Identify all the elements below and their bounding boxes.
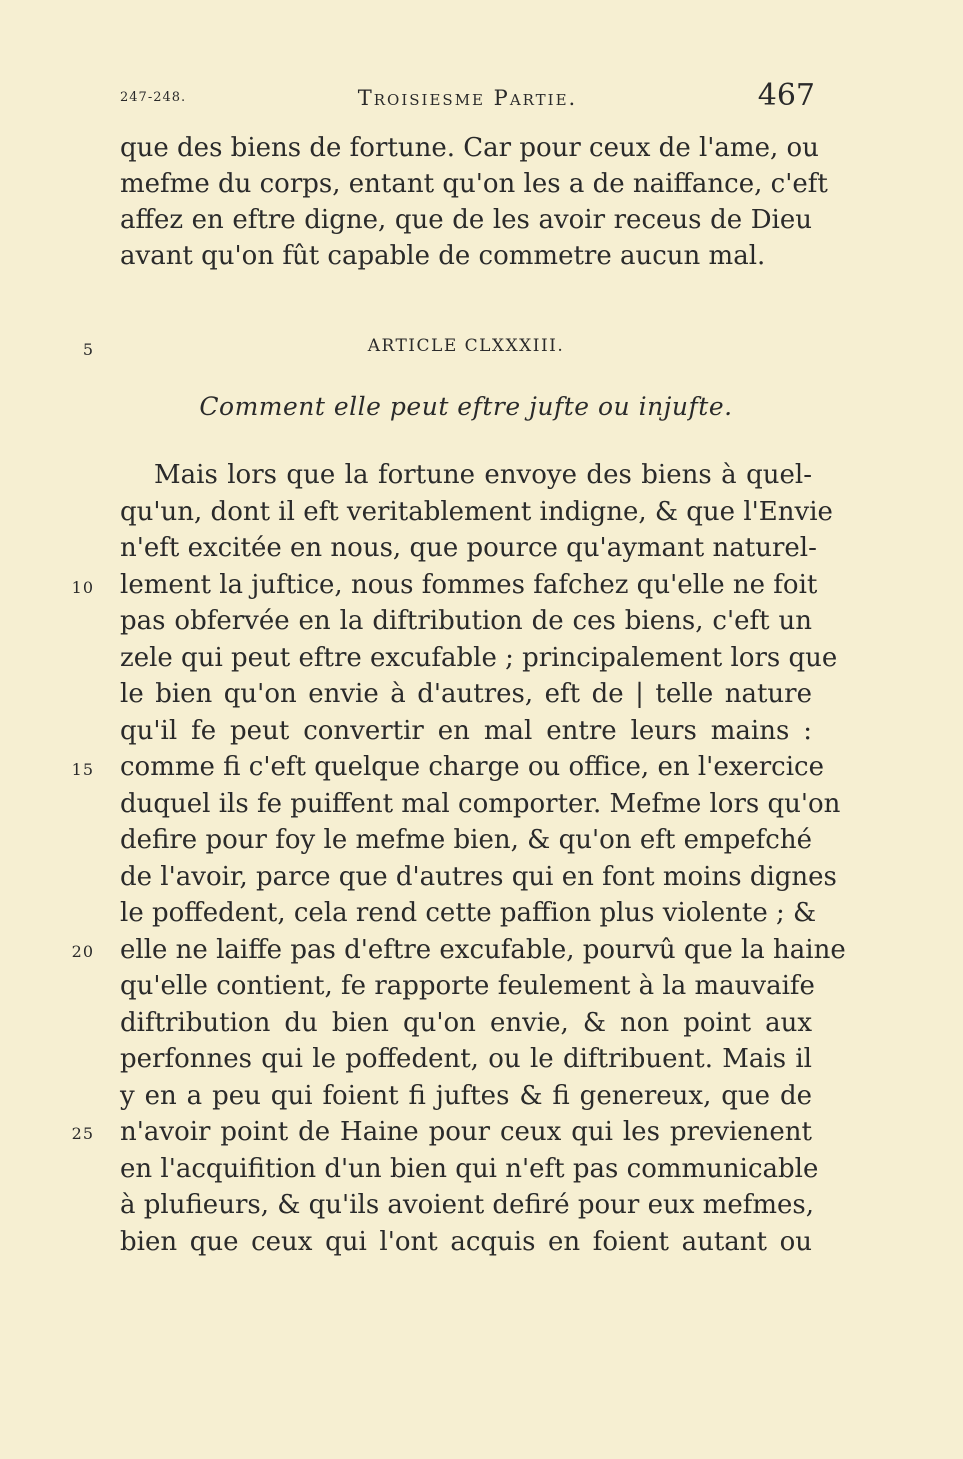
article-subtitle: Comment elle peut eftre jufte ou injufte.: [199, 392, 733, 421]
text-line: de l'avoir, parce que d'autres qui en font moins dignes: [120, 861, 837, 892]
text-line: duquel ils fe puiffent mal comporter. Mefme lors qu'on: [120, 788, 841, 819]
text-line: defire pour foy le mefme bien, & qu'on eft empefché: [120, 825, 812, 855]
text-line: y en a peu qui foient fi juftes & fi genereux, que de: [120, 1080, 812, 1111]
first-paragraph: [120, 130, 828, 274]
text-line: Mais lors que la fortune envoye des biens à quel-: [154, 460, 812, 490]
line-number: 15: [71, 760, 94, 779]
article-heading: ARTICLE CLXXXIII.: [367, 336, 565, 356]
text-line: qu'un, dont il eft veritablement indigne, & que l'Envie: [120, 496, 833, 527]
text-line: avant qu'on fût capable de commetre aucun mal.: [120, 241, 766, 271]
text-line: bien que ceux qui l'ont acquis en foient autant ou: [120, 1226, 812, 1257]
text-line: pas obfervée en la diftribution de ces biens, c'eft un: [120, 606, 812, 636]
running-header: [120, 78, 815, 118]
text-line: en l'acquifition d'un bien qui n'eft pas communicable: [120, 1153, 819, 1184]
text-line: perfonnes qui le poffedent, ou le diftribuent. Mais il: [120, 1044, 812, 1074]
text-line: le bien qu'on envie à d'autres, eft de | telle nature: [120, 679, 812, 709]
text-line: zele qui peut eftre excufable ; principalement lors que: [120, 642, 838, 673]
text-line: comme fi c'eft quelque charge ou office, en l'exercice: [120, 752, 825, 782]
line-number: 10: [71, 578, 94, 597]
text-line: mefme du corps, entant qu'on les a de naiffance, c'eft: [120, 169, 828, 199]
text-line: qu'elle contient, fe rapporte feulement à la mauvaife: [120, 971, 815, 1001]
text-line: n'avoir point de Haine pour ceux qui les previenent: [120, 1117, 812, 1147]
text-line: qu'il fe peut convertir en mal entre leurs mains :: [120, 715, 812, 746]
text-line: lement la juftice, nous fommes fafchez qu'elle ne foit: [120, 569, 818, 600]
second-paragraph: [120, 457, 846, 1260]
header-title: Troisiesme Partie.: [357, 86, 578, 110]
text-line: n'eft excitée en nous, que pource qu'aymant naturel-: [120, 533, 817, 563]
page-number: 467: [757, 78, 815, 113]
text-line: elle ne laiffe pas d'eftre excufable, pourvû que la haine: [120, 934, 846, 965]
text-line: le poffedent, cela rend cette paffion plus violente ; &: [120, 898, 817, 928]
header-page-range: 247-248.: [120, 90, 187, 105]
line-number: 5: [82, 340, 94, 359]
text-line: que des biens de fortune. Car pour ceux de l'ame, ou: [120, 133, 819, 163]
line-number: 25: [71, 1124, 94, 1143]
text-line: diftribution du bien qu'on envie, & non point aux: [120, 1007, 812, 1038]
text-line: à plufieurs, & qu'ils avoient defiré pour eux mefmes,: [120, 1190, 814, 1220]
text-line: affez en eftre digne, que de les avoir receus de Dieu: [120, 205, 812, 235]
line-number: 20: [71, 942, 94, 961]
